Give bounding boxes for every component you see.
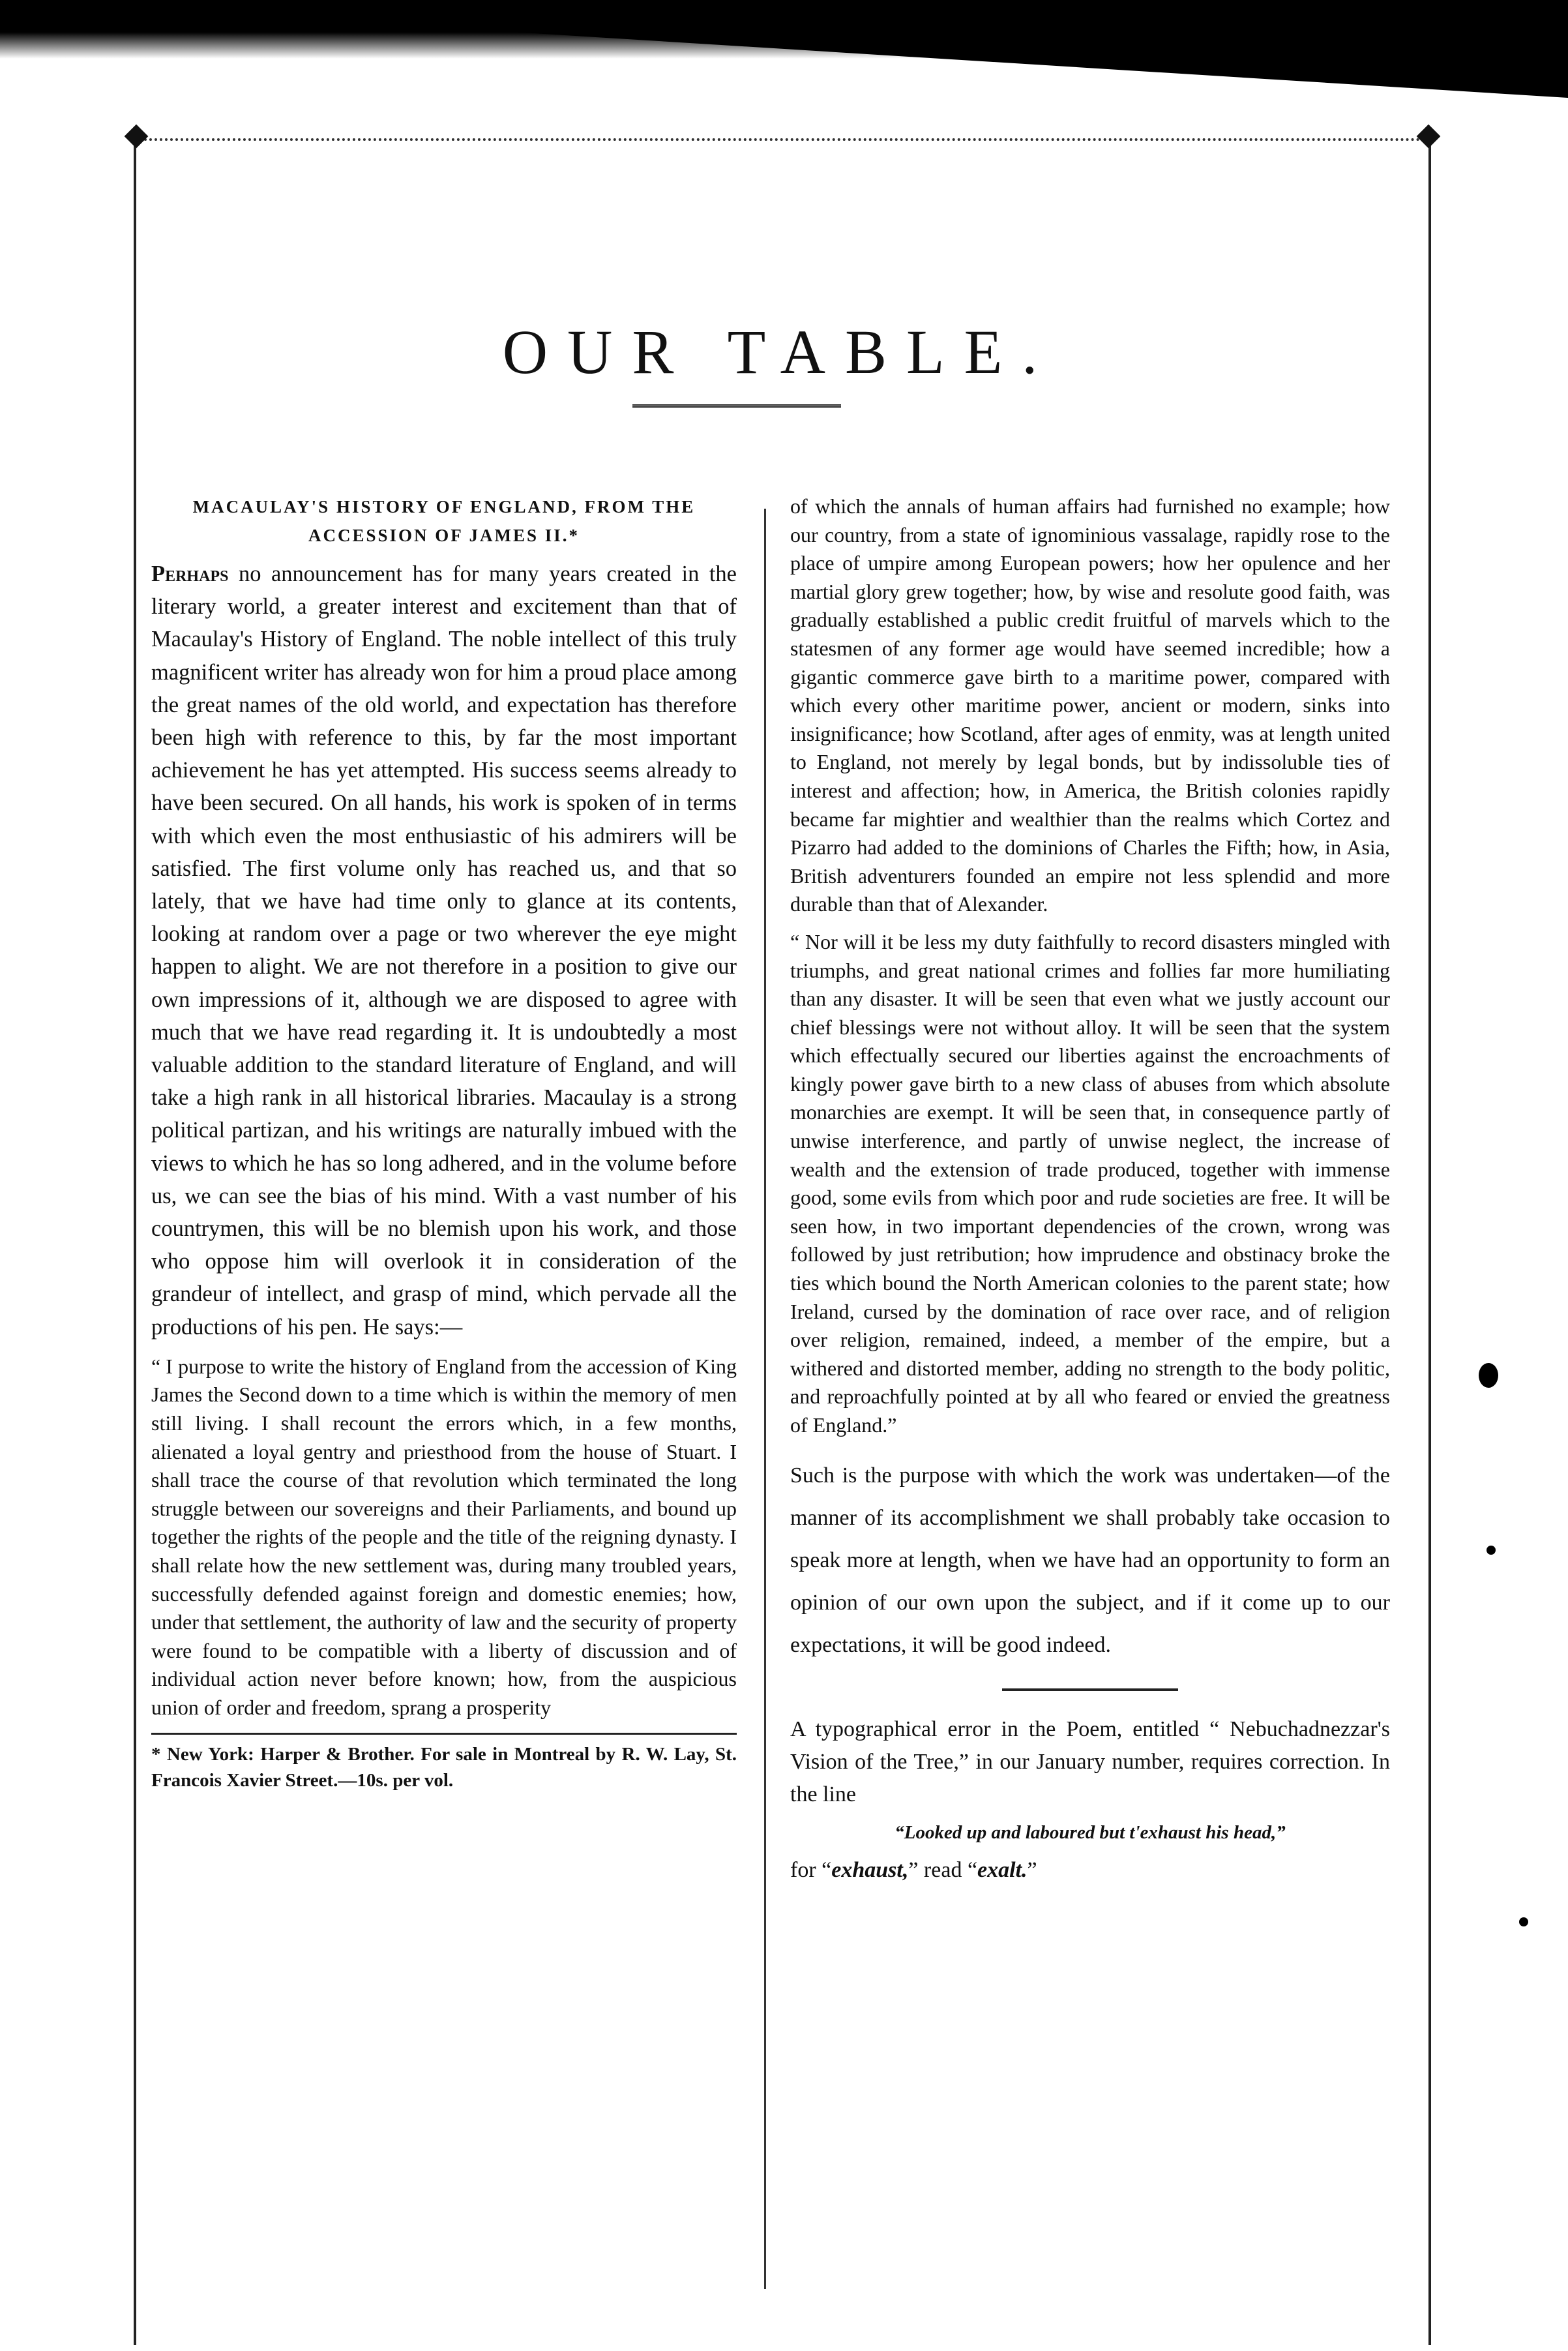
top-scan-wedge: [0, 0, 1568, 98]
left-column: [151, 492, 737, 1793]
quote-paragraph-2: “ Nor will it be less my duty faithfully to record disasters mingled with triumphs, and great national crimes and follies far more humiliating than any disaster. It will be seen that even what we justly account our chief blessings were not without alloy. It will be seen that the system which effectually secured our liberties against the encroachments of kingly power gave birth to a new class of abuses from which absolute monarchies are exempt. It will be seen that, in consequence partly of unwise interference, and partly of unwise neglect, the increase of wealth and the extension of trade produced, together with immense good, some evils from which poor and rude societies are free. It will be seen how, in two important dependencies of the crown, wrong was followed by just retribution; how imprudence and obstinacy broke the ties which bound the North American colonies to the parent state; how Ireland, cursed by the domination of race over race, and of religion over religion, remained, indeed, a member of the empire, but a withered and distorted member, adding no strength to the body politic, and reproachfully pointed at by all who feared or envied the greatness of England.”: [790, 929, 1390, 1437]
erratum-notice: A typographical error in the Poem, entitled “ Nebuchadnezzar's Vision of the Tree,” in our January number, requires correction. In the line: [790, 1716, 1390, 1806]
article-intro: [151, 558, 737, 1343]
closing-paragraph: Such is the purpose with which the work was undertaken—of the manner of its accomplishment we shall probably take occasion to speak more at length, when we have had an opportunity to form an opinion of our own upon the subject, and if it come up to our expectations, it will be good indeed.: [790, 1463, 1390, 1657]
intro-first-word: Perhaps: [151, 562, 229, 586]
right-column: [790, 492, 1390, 1887]
ink-spot: [1519, 1917, 1528, 1926]
column-divider: [764, 509, 766, 2289]
ink-blot: [1479, 1363, 1498, 1388]
fix-wrong-word: exhaust,: [831, 1857, 909, 1882]
ink-spot: [1487, 1546, 1496, 1555]
erratum-quoted-line: “Looked up and laboured but t'exhaust his head,”: [895, 1821, 1286, 1843]
section-rule: [1002, 1688, 1178, 1691]
fix-right-word: exalt.: [977, 1857, 1028, 1882]
erratum-correction: [790, 1854, 1390, 1887]
article-heading: MACAULAY'S HISTORY OF ENGLAND, FROM THE ACCESSION OF JAMES II.*: [192, 497, 696, 545]
quote-paragraph-1: “ I purpose to write the history of England from the accession of King James the Second down to a time which is within the memory of men still living. I shall recount the errors which, in a few months, alienated a loyal gentry and priesthood from the house of Stuart. I shall trace the course of that revolution which terminated the long struggle between our sovereigns and their Parliaments, and bound up together the rights of the people and the title of the reigning dynasty. I shall relate how the new settlement was, during many troubled years, successfully defended against foreign and domestic enemies; how, under that settlement, the authority of law and the security of property were found to be compatible with a liberty of discussion and of individual action never before known; how, from the auspicious union of order and freedom, sprang a prosperity: [151, 1354, 737, 1719]
fix-suffix: ”: [1027, 1857, 1037, 1882]
fix-mid: ” read “: [908, 1857, 978, 1882]
footnote: * New York: Harper & Brother. For sale in Montreal by R. W. Lay, St. Francois Xavier Street.—10s. per vol.: [151, 1733, 737, 1793]
fix-prefix: for “: [790, 1857, 832, 1882]
page-title: OUR TABLE.: [502, 317, 1058, 387]
intro-text: no announcement has for many years created in the literary world, a greater interest and excitement than that of Macaulay's History of England. The noble intellect of this truly magnificent writer has already won for him a proud place among the great names of the old world, and expectation has therefore been high with reference to this, by far the most important achievement he has yet attempted. His success seems already to have been secured. On all hands, his work is spoken of in terms with which even the most enthusiastic of his admirers will be satisfied. The first volume only has reached us, and that so lately, that we have had time only to glance at its contents, looking at random over a page or two wherever the eye might happen to alight. We are not therefore in a position to give our own impressions of it, although we are disposed to agree with much that we have read regarding it. It is undoubtedly a most valuable addition to the standard literature of England, and will take a high rank in all historical libraries. Macaulay is a strong political partizan, and his writings are naturally imbued with the views to which he has so long adhered, and in the volume before us, we can see the bias of his mind. With a vast number of his countrymen, this will be no blemish upon his work, and those who oppose him will overlook it in consideration of the grandeur of intellect, and grasp of mind, which pervade all the productions of his pen. He says:—: [151, 562, 737, 1340]
title-rule: [632, 404, 841, 408]
quote-paragraph-1-continued: of which the annals of human affairs had furnished no example; how our country, from a state of ignominious vassalage, rapidly rose to the place of umpire among European powers; how her opulence and her martial glory grew together; how, by wise and resolute good faith, was gradually established a public credit fruitful of marvels which to the statesmen of any former age would have seemed incredible; how a gigantic commerce gave birth to a maritime power, compared with which every other maritime power, ancient or modern, sinks into insignificance; how Scotland, after ages of enmity, was at length united to England, not merely by legal bonds, but by indissoluble ties of interest and affection; how, in America, the British colonies rapidly became far mightier and wealthier than the realms which Cortez and Pizarro had added to the dominions of Charles the Fifth; how, in Asia, British adventurers founded an empire not less splendid and more durable than that of Alexander.: [790, 494, 1390, 916]
